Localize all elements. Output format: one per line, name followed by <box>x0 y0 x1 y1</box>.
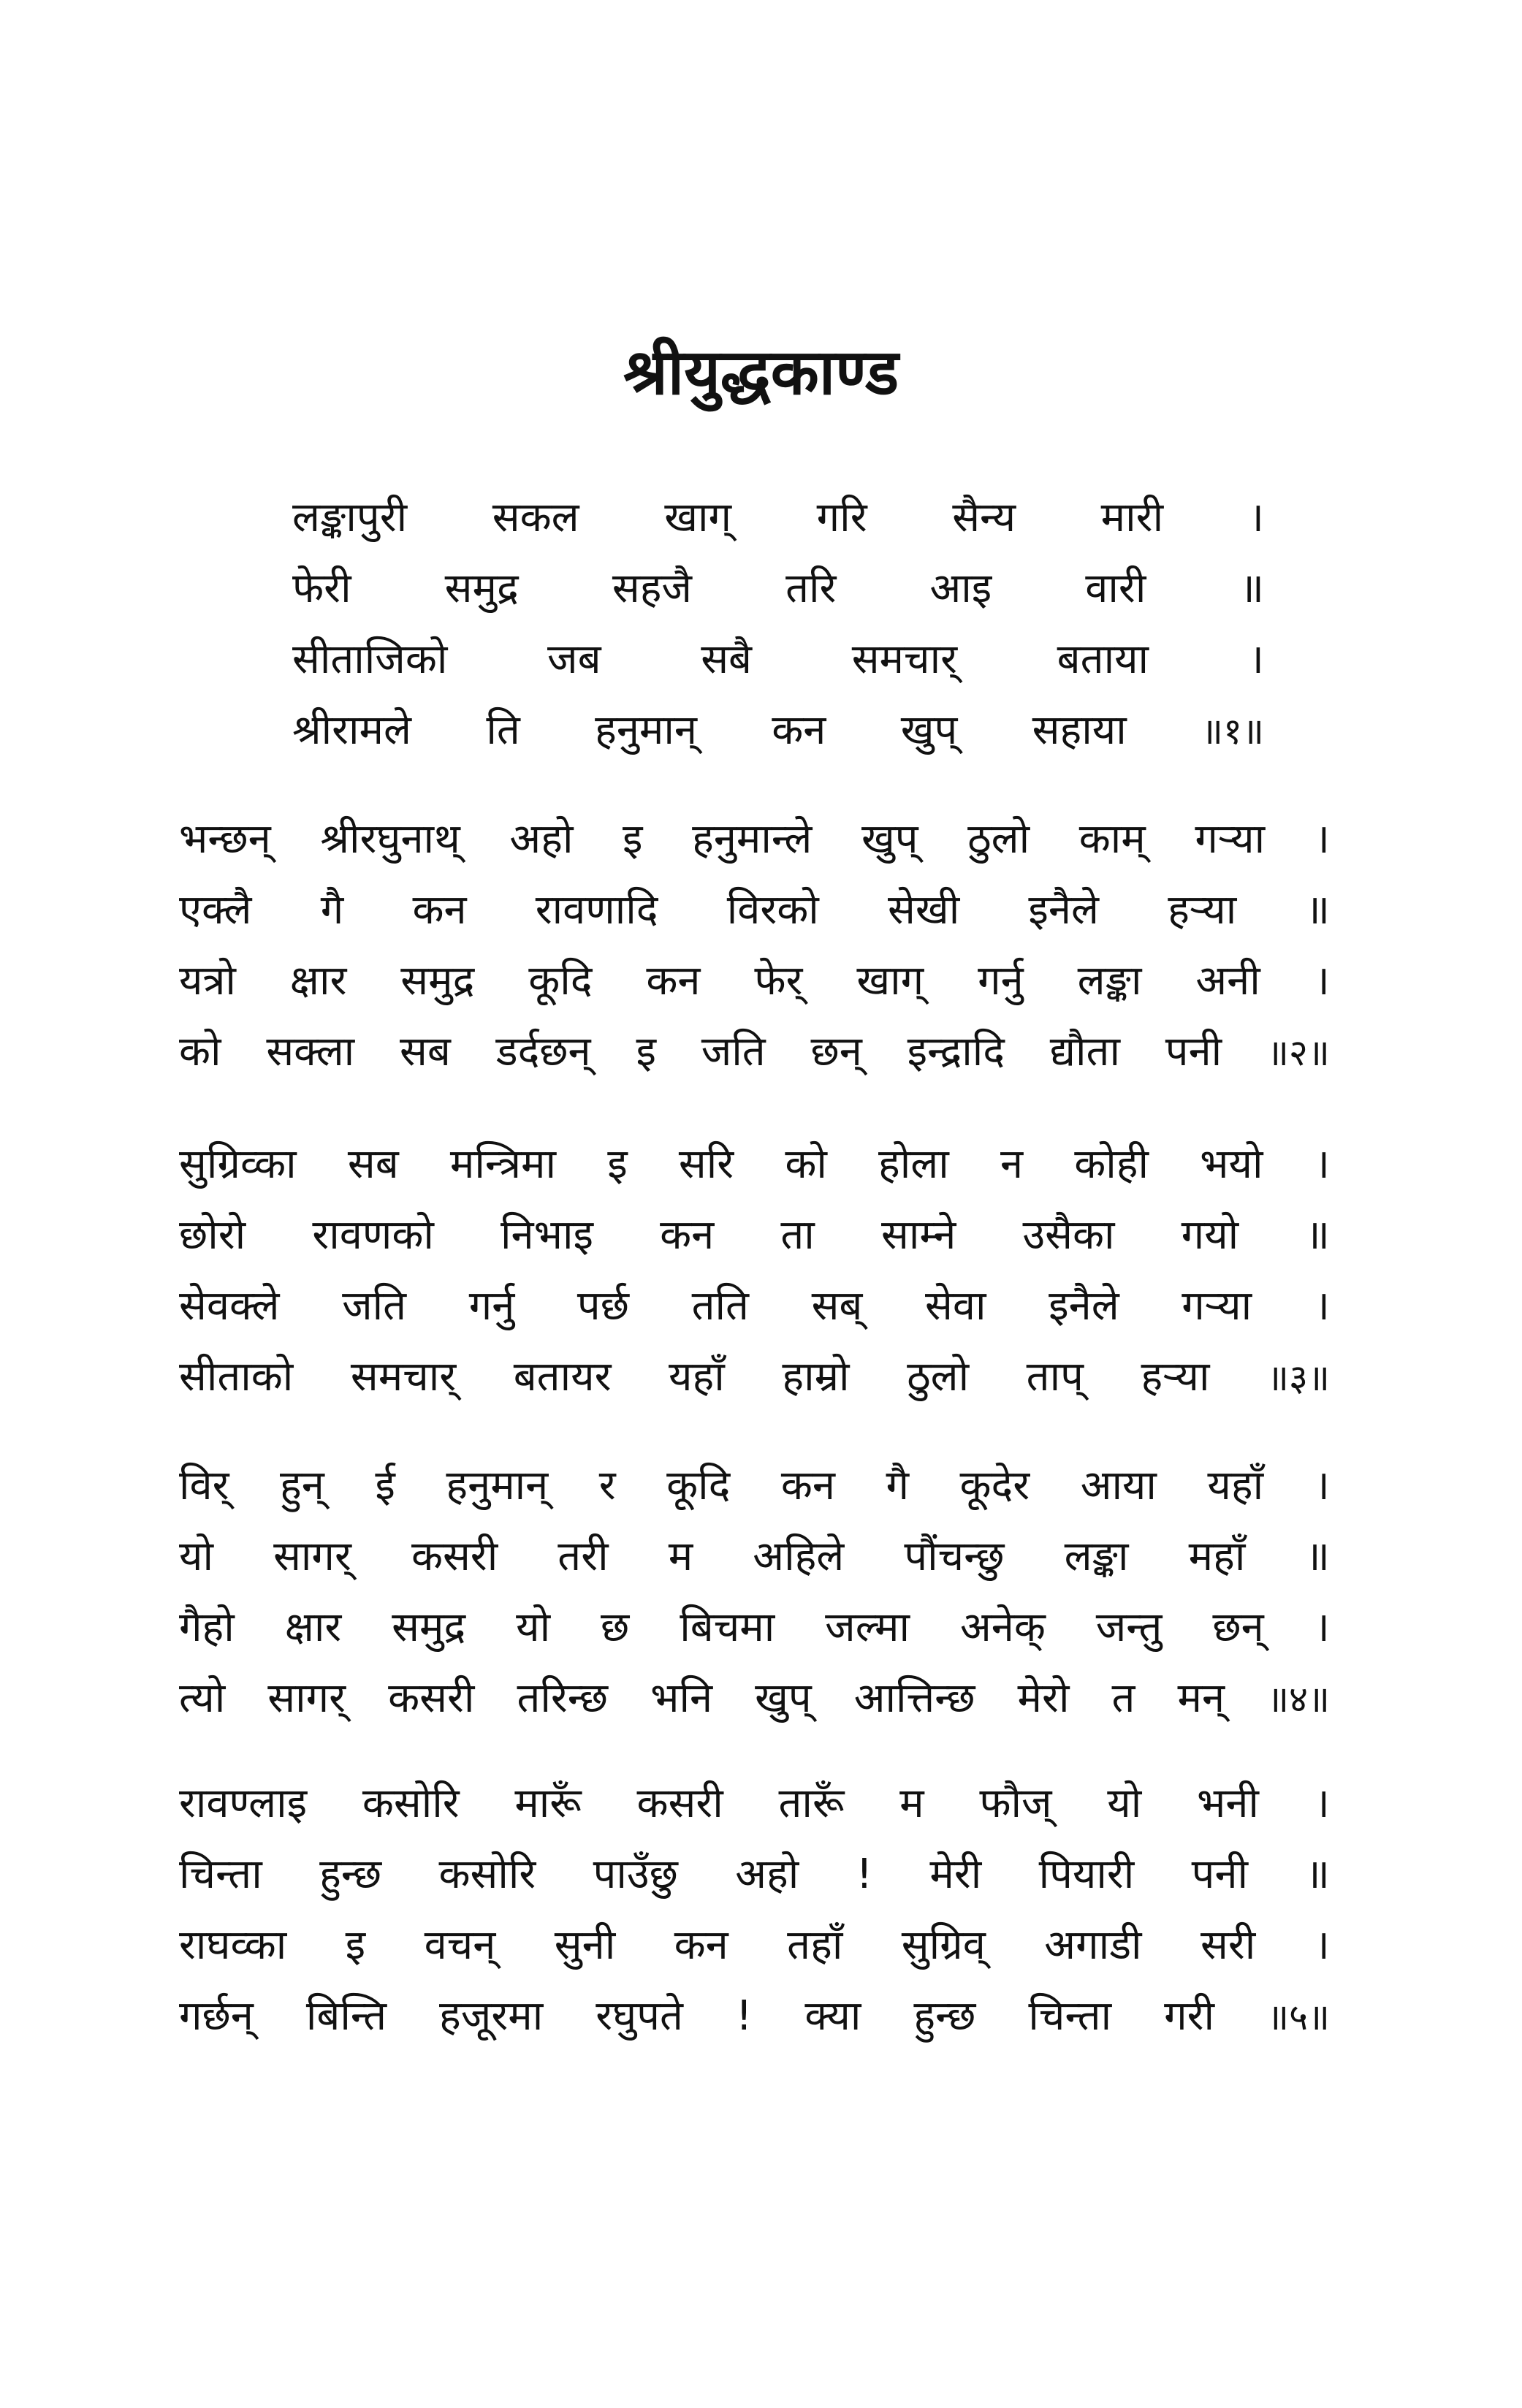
verse-mark: ॥१॥ <box>1201 710 1264 752</box>
verse-word: कन <box>772 706 826 754</box>
verse-line <box>179 1592 1330 1663</box>
verse-word: म <box>899 1780 924 1827</box>
verse-word: जति <box>342 1282 407 1330</box>
verse-mark: । <box>1314 957 1330 1005</box>
verse-word: र <box>598 1462 616 1509</box>
verse-word: यहाँ <box>669 1353 725 1401</box>
verse-line <box>179 1200 1330 1270</box>
verse-word: क्या <box>804 1992 861 2040</box>
verse-word: सबै <box>701 636 753 683</box>
verse-word: समचार् <box>851 636 958 683</box>
verse-word: कन <box>412 886 467 934</box>
verse-word: सेवक्ले <box>179 1282 280 1330</box>
verse-word: इनैले <box>1049 1282 1119 1330</box>
verse-word: गैहो <box>179 1604 235 1651</box>
verse-word: भयो <box>1200 1140 1263 1188</box>
verse-word: इनैले <box>1028 886 1099 934</box>
verse-word: पनी <box>1191 1851 1249 1898</box>
verse-word: कसरी <box>388 1674 475 1722</box>
verse-word: मारी <box>1100 494 1164 541</box>
verse-word: सेवा <box>925 1282 986 1330</box>
verse-word: हुन् <box>280 1462 324 1509</box>
verse-word: सरी <box>1200 1921 1256 1969</box>
verse-line <box>179 1839 1330 1910</box>
verse-word: इन्द्रादि <box>907 1028 1005 1075</box>
verse-word: पौंचन्छु <box>904 1533 1005 1580</box>
verse-word: अहो <box>509 815 574 863</box>
verse-word: खाग् <box>856 957 924 1005</box>
verse-word: रावणको <box>312 1211 434 1259</box>
verse-word: कसरी <box>636 1780 723 1827</box>
verse-word: त <box>1111 1674 1135 1722</box>
verse-word: सुग्रिव् <box>901 1921 986 1969</box>
verse-word: लङ्का <box>1077 957 1142 1005</box>
verse-word: गऱ्या <box>1182 1282 1252 1330</box>
verse-word: अनी <box>1195 957 1260 1005</box>
verse-word: यो <box>179 1533 213 1580</box>
verse-mark: । <box>1314 1780 1330 1827</box>
verse-word: तति <box>691 1282 749 1330</box>
verse-word: विर् <box>179 1462 229 1509</box>
verse-word: गै <box>886 1462 910 1509</box>
verse-word: मन् <box>1177 1674 1225 1722</box>
verse-mark: ॥५॥ <box>1267 1996 1330 2038</box>
verse-word: न <box>1000 1140 1024 1188</box>
verse-word: को <box>179 1028 221 1075</box>
verse-line <box>292 624 1264 695</box>
verse-word: हजूरमा <box>439 1992 544 2040</box>
verse-line <box>179 1521 1330 1592</box>
verse-word: सागर् <box>273 1533 351 1580</box>
verse-word: सीताजिको <box>292 636 448 683</box>
verse-word: छ <box>601 1604 630 1651</box>
verse-word: राघव्का <box>179 1921 287 1969</box>
verse-mark: ॥ <box>1305 1211 1330 1259</box>
verse-word: गर्छन् <box>179 1992 254 2040</box>
verse-word: म <box>668 1533 693 1580</box>
verse-line <box>179 1129 1330 1200</box>
verse-word: तहाँ <box>787 1921 843 1969</box>
verse-word: सब् <box>811 1282 863 1330</box>
stanza <box>292 482 1264 766</box>
verse-word: क्षार <box>289 957 347 1005</box>
verse-word: बतायर <box>513 1353 612 1401</box>
verse-line <box>179 1450 1330 1521</box>
verse-word: सुग्रिव्का <box>179 1140 297 1188</box>
verse-word: खाग् <box>664 494 732 541</box>
verse-word: अहिले <box>753 1533 845 1580</box>
verse-word: सक्ला <box>266 1028 355 1075</box>
verse-mark: ॥ <box>1305 886 1330 934</box>
verse-word: रावणादि <box>535 886 658 934</box>
verse-word: हनुमान् <box>446 1462 549 1509</box>
verse-word: काम् <box>1078 815 1146 863</box>
verse-word: सागर् <box>267 1674 346 1722</box>
verse-word: छन् <box>810 1028 862 1075</box>
verse-word: क्षार <box>284 1604 342 1651</box>
verse-word: एक्लै <box>179 886 252 934</box>
verse-word: सेखी <box>888 886 960 934</box>
verse-word: जन्तु <box>1095 1604 1163 1651</box>
verse-word: पाउँछु <box>593 1851 678 1898</box>
verse-word: इ <box>345 1921 366 1969</box>
verse-mark: । <box>1314 1604 1330 1651</box>
verse-word: सहजै <box>612 565 692 612</box>
verse-word: श्रीरामले <box>292 706 412 754</box>
verse-word: पियारी <box>1038 1851 1135 1898</box>
verse-word: आया <box>1080 1462 1157 1509</box>
verse-word: समुद्र <box>444 565 519 612</box>
verse-word: निभाइ <box>501 1211 593 1259</box>
verse-word: तरि <box>785 565 837 612</box>
verse-word: चिन्ता <box>1028 1992 1112 2040</box>
verse-word: फेर् <box>754 957 803 1005</box>
verse-mark: । <box>1314 1282 1330 1330</box>
verse-mark: । <box>1314 1462 1330 1509</box>
verse-mark: । <box>1314 815 1330 863</box>
stanza <box>179 1129 1330 1412</box>
verse-mark: ॥४॥ <box>1267 1678 1330 1721</box>
verse-word: मारूँ <box>514 1780 582 1827</box>
verse-word: बिन्ति <box>305 1992 387 2040</box>
verse-word: द्यौता <box>1049 1028 1120 1075</box>
verse-mark: । <box>1248 494 1264 541</box>
verse-word: साम्ने <box>880 1211 956 1259</box>
verse-word: कूदेर <box>959 1462 1030 1509</box>
verse-word: यो <box>1107 1780 1142 1827</box>
verse-mark: ॥३॥ <box>1267 1357 1330 1399</box>
verse-word: होला <box>878 1140 949 1188</box>
verse-word: भनी <box>1196 1780 1259 1827</box>
verse-word: आइ <box>929 565 992 612</box>
verse-word: गरि <box>816 494 867 541</box>
verse-word: अहो <box>735 1851 799 1898</box>
stanza <box>179 804 1330 1087</box>
verse-word: हनुमान्ले <box>692 815 813 863</box>
verse-word: गर्नु <box>468 1282 515 1330</box>
verse-word: कन <box>780 1462 836 1509</box>
verse-word: सहाया <box>1032 706 1127 754</box>
verse-word: समुद्र <box>400 957 475 1005</box>
verse-word: छोरो <box>179 1211 246 1259</box>
verse-word: गै <box>320 886 344 934</box>
verse-word: चिन्ता <box>179 1851 262 1898</box>
verse-line <box>179 1768 1330 1839</box>
verse-word: विरको <box>726 886 819 934</box>
verse-word: रावण्लाइ <box>179 1780 308 1827</box>
verse-mark: । <box>1248 636 1264 683</box>
verse-word: हुन्छ <box>319 1851 382 1898</box>
verse-word: खुप् <box>755 1674 812 1722</box>
verse-word: कन <box>646 957 701 1005</box>
verse-word: फौज् <box>979 1780 1052 1827</box>
verse-word: यत्रो <box>179 957 236 1005</box>
verse-word: कूदि <box>528 957 593 1005</box>
verse-word: भनि <box>650 1674 713 1722</box>
verse-line <box>292 482 1264 553</box>
verse-line <box>179 1341 1330 1412</box>
verse-word: समचार् <box>350 1353 457 1401</box>
verse-word: हऱ्या <box>1141 1353 1210 1401</box>
verse-word: सब <box>399 1028 451 1075</box>
verse-word: ठुलो <box>967 815 1030 863</box>
stanza <box>179 1768 1330 2051</box>
verse-word: ! <box>735 1992 753 2040</box>
verse-mark: ॥ <box>1305 1851 1330 1898</box>
verse-word: मेरी <box>929 1851 982 1898</box>
verse-word: रघुपते <box>596 1992 683 2040</box>
verse-word: वारी <box>1085 565 1146 612</box>
verse-word: भन्छन् <box>179 815 271 863</box>
verse-line <box>179 1016 1330 1087</box>
verse-word: कसोरि <box>438 1851 536 1898</box>
verse-word: खुप् <box>900 706 958 754</box>
verse-word: कन <box>674 1921 728 1969</box>
verse-word: तारूँ <box>778 1780 845 1827</box>
verse-word: कोही <box>1074 1140 1149 1188</box>
chapter-title: श्रीयुद्धकाण्ड <box>623 336 899 409</box>
verse-word: गरी <box>1164 1992 1215 2040</box>
verse-mark: ॥२॥ <box>1266 1032 1330 1074</box>
verse-word: ति <box>486 706 520 754</box>
verse-word: महाँ <box>1188 1533 1246 1580</box>
verse-word: सकल <box>492 494 579 541</box>
verse-word: इ <box>636 1028 656 1075</box>
verse-mark: । <box>1314 1921 1330 1969</box>
verse-word: यहाँ <box>1207 1462 1264 1509</box>
verse-word: ई <box>375 1462 395 1509</box>
verse-word: गर्नु <box>978 957 1024 1005</box>
verse-line <box>179 945 1330 1016</box>
verse-line <box>179 1981 1330 2051</box>
verse-word: पनी <box>1165 1028 1222 1075</box>
verse-word: ता <box>780 1211 815 1259</box>
verse-word: सुनी <box>554 1921 616 1969</box>
verse-word: कूदि <box>666 1462 731 1509</box>
verse-word: कसोरि <box>362 1780 460 1827</box>
verse-mark: ॥ <box>1239 565 1264 612</box>
verse-word: यो <box>516 1604 551 1651</box>
verse-word: वचन् <box>424 1921 496 1969</box>
verse-word: लङ्का <box>1064 1533 1129 1580</box>
verse-word: जल्मा <box>825 1604 910 1651</box>
verse-word: खुप् <box>861 815 918 863</box>
verse-word: अनेक् <box>959 1604 1046 1651</box>
verse-word: मेरो <box>1017 1674 1070 1722</box>
verse-word: इ <box>607 1140 628 1188</box>
verse-line <box>179 875 1330 945</box>
verse-word: मन्त्रिमा <box>449 1140 556 1188</box>
verse-word: बिचमा <box>680 1604 775 1651</box>
verse-word: सब <box>347 1140 399 1188</box>
verse-mark: । <box>1314 1140 1330 1188</box>
verse-word: सरि <box>678 1140 734 1188</box>
verse-line <box>179 1663 1330 1734</box>
verse-word: हनुमान् <box>595 706 697 754</box>
verse-word: गयो <box>1181 1211 1239 1259</box>
verse-word: जब <box>547 636 601 683</box>
verse-word: आत्तिन्छ <box>853 1674 975 1722</box>
verse-word: ठुलो <box>907 1353 970 1401</box>
verse-word: हुन्छ <box>913 1992 976 2040</box>
verse-word: गऱ्या <box>1195 815 1266 863</box>
verse-line <box>179 1910 1330 1981</box>
verse-word: उसैका <box>1022 1211 1115 1259</box>
verse-word: तरी <box>558 1533 609 1580</box>
verse-line <box>179 1270 1330 1341</box>
verse-word: समुद्र <box>392 1604 466 1651</box>
verse-line <box>179 804 1330 875</box>
verse-word: हाम्रो <box>782 1353 850 1401</box>
verse-word: तरिन्छ <box>517 1674 609 1722</box>
verse-word: लङ्कापुरी <box>292 494 408 541</box>
verse-word: ! <box>856 1851 873 1898</box>
verse-word: त्यो <box>179 1674 226 1722</box>
verse-word: कसरी <box>411 1533 498 1580</box>
verse-word: छन् <box>1212 1604 1264 1651</box>
verse-word: सीताको <box>179 1353 294 1401</box>
verse-word: बताया <box>1057 636 1149 683</box>
verse-mark: ॥ <box>1305 1533 1330 1580</box>
verse-line <box>292 695 1264 766</box>
verse-word: जति <box>701 1028 766 1075</box>
verse-word: सैन्य <box>952 494 1016 541</box>
stanza <box>179 1450 1330 1734</box>
verse-word: अगाडी <box>1044 1921 1142 1969</box>
verse-word: को <box>785 1140 827 1188</box>
verse-word: ताप् <box>1026 1353 1084 1401</box>
verse-word: डर्दछन् <box>495 1028 591 1075</box>
verse-word: इ <box>623 815 643 863</box>
verse-word: हऱ्या <box>1168 886 1237 934</box>
verse-word: फेरी <box>292 565 351 612</box>
verse-word: पर्छ <box>577 1282 629 1330</box>
verse-word: कन <box>660 1211 715 1259</box>
verse-line <box>292 553 1264 624</box>
verse-word: श्रीरघुनाथ् <box>320 815 460 863</box>
